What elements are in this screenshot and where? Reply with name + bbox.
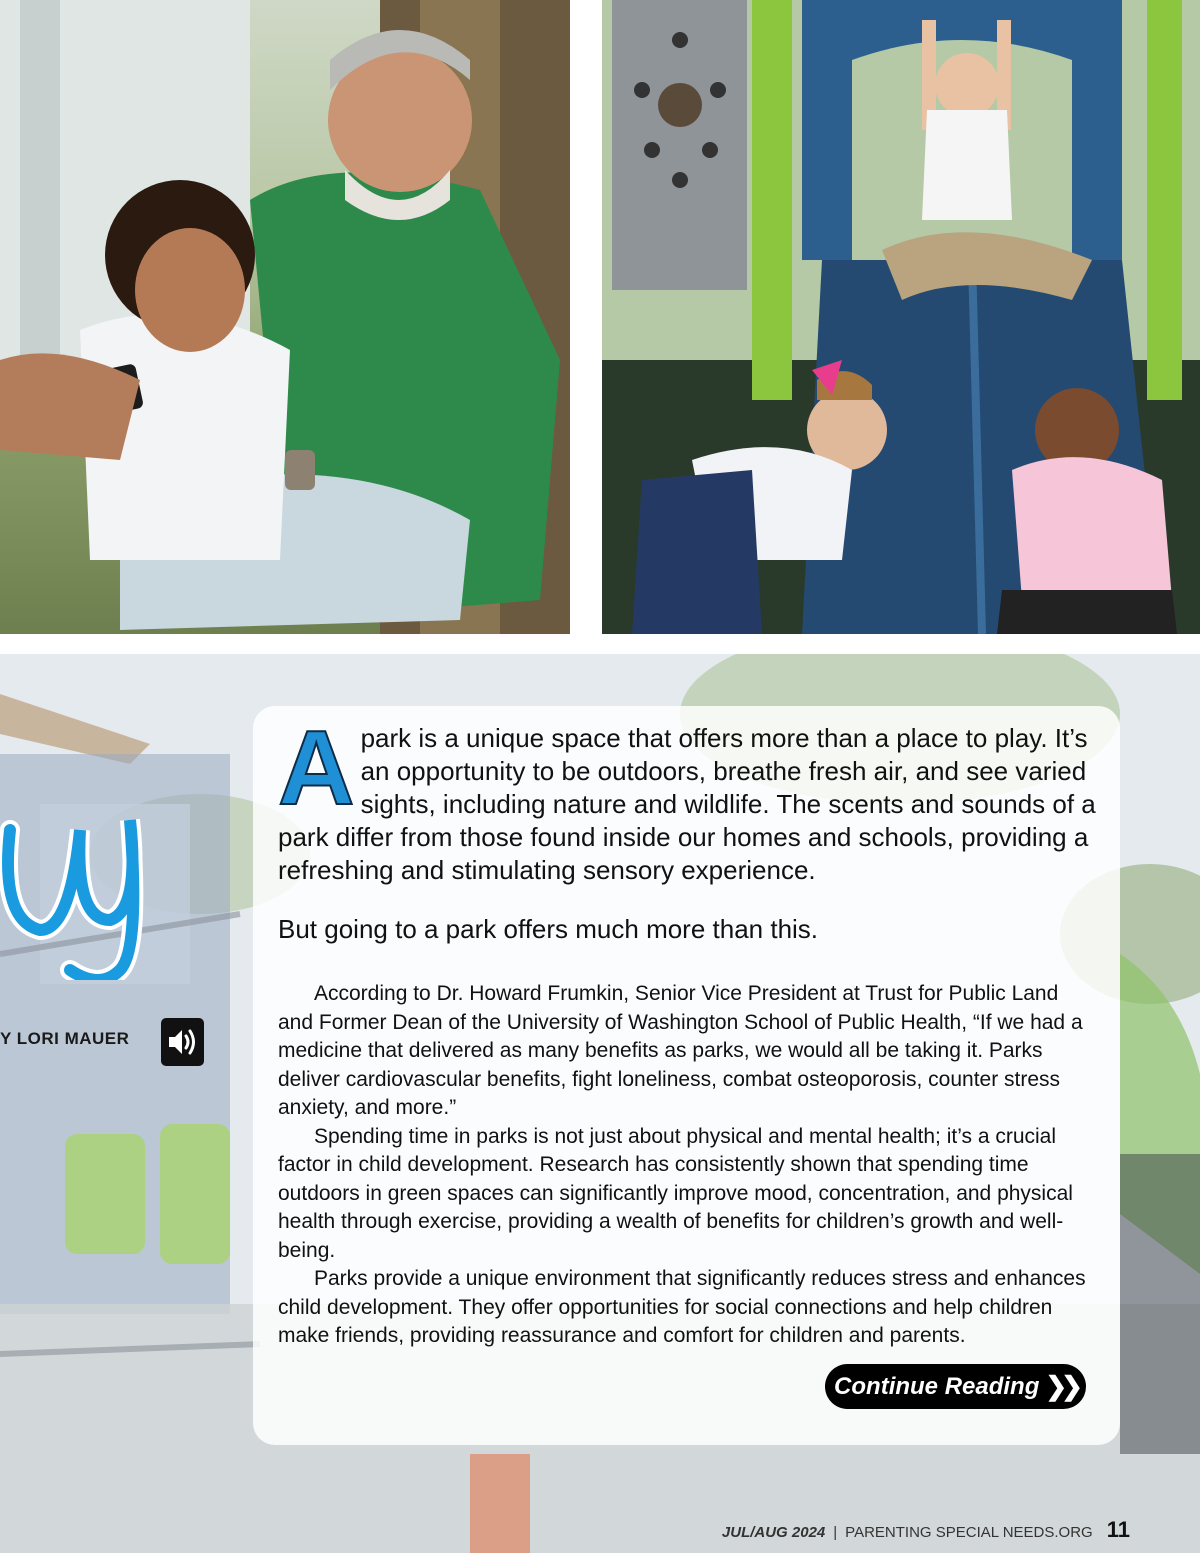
- article-body: [278, 980, 1088, 1351]
- audio-play-button[interactable]: [161, 1018, 204, 1066]
- lead-text: park is a unique space that offers more than a place to play. It’s an opportunity to be outdoors, breathe fresh air, and see varied sights, including nature and wildlife. The scents and sounds of a park differ from those found inside our homes and schools, providing a refreshing and stimulating sensory experience.: [278, 723, 1096, 885]
- article-lead: [278, 709, 1098, 887]
- photo-right-illustration: [602, 0, 1200, 634]
- photo-left-illustration: [0, 0, 570, 634]
- page-footer: [722, 1517, 1130, 1543]
- continue-reading-button[interactable]: [825, 1364, 1086, 1409]
- body-paragraph: According to Dr. Howard Frumkin, Senior Vice President at Trust for Public Land and Former Dean of the University of Washington School of Public Health, “If we had a medicine that delivered as many benefits as parks, we would all be taking it. Parks deliver cardiovascular benefits, fight loneliness, combat osteoporosis, counter stress anxiety, and more.”: [278, 982, 1083, 1119]
- article-lead-second: But going to a park offers much more than this.: [278, 914, 819, 944]
- title-script-decoration: [0, 790, 150, 980]
- footer-separator: |: [833, 1524, 838, 1541]
- issue-date: JUL/AUG 2024: [721, 1524, 826, 1541]
- photo-grandfather-and-boy: [0, 0, 570, 634]
- byline: Y LORI MAUER: [0, 1029, 130, 1048]
- photo-children-on-slide: [602, 0, 1200, 634]
- drop-cap: A: [278, 709, 355, 827]
- body-paragraph: Spending time in parks is not just about physical and mental health; it’s a crucial factor in child development. Research has consistently shown that spending time outdoors in green spaces can significantly improve mood, concentration, and physical health through exercise, providing a wealth of benefits for children’s growth and well-being.: [278, 1124, 1073, 1262]
- site-name: PARENTING SPECIAL NEEDS.ORG: [845, 1524, 1093, 1541]
- page-number: 11: [1106, 1517, 1130, 1542]
- continue-reading-label: Continue Reading: [834, 1372, 1040, 1400]
- body-paragraph: Parks provide a unique environment that significantly reduces stress and enhances child development. They offer opportunities for social connections and help children make friends, providing reassurance and comfort for children and parents.: [278, 1267, 1086, 1347]
- speaker-icon: [161, 1018, 204, 1066]
- double-chevron-right-icon: ❯❯: [1045, 1371, 1077, 1401]
